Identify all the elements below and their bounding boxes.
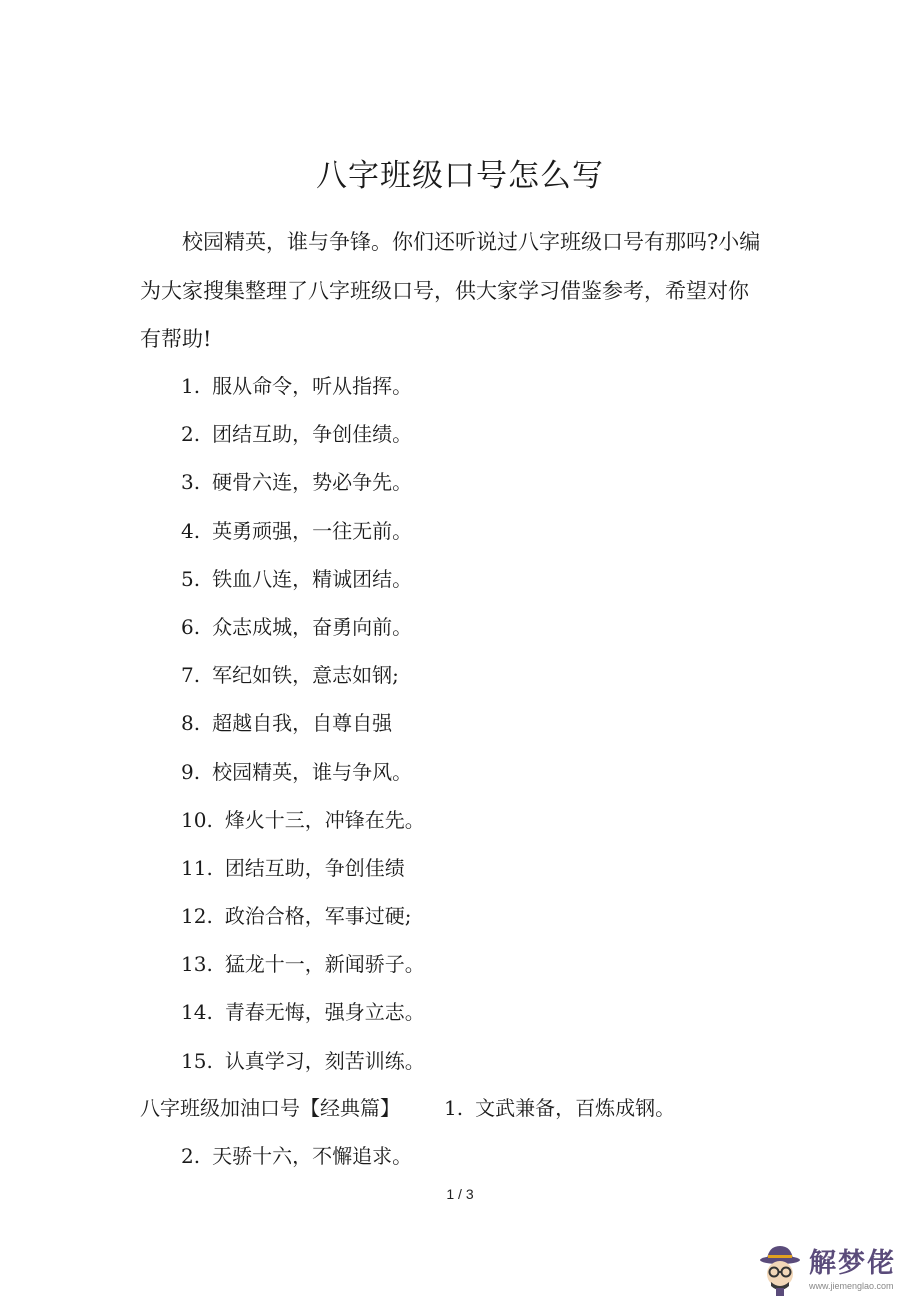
list-item (181, 940, 425, 988)
item-number: 1. (181, 374, 201, 398)
list-item (181, 1037, 425, 1085)
item-number: 9. (181, 759, 201, 784)
watermark-brand: 解梦佬 (809, 1248, 896, 1279)
item-number: 12. (181, 904, 213, 929)
watermark (757, 1244, 896, 1296)
section-heading: 八字班级加油口号【经典篇】 (140, 1096, 400, 1120)
list-item (181, 603, 425, 651)
item-number: 10. (181, 807, 213, 832)
watermark-text (809, 1248, 896, 1292)
intro-line: 校园精英，谁与争锋。你们还听说过八字班级口号有那吗?小编 (182, 230, 761, 254)
item-text: 服从命令，听从指挥。 (212, 374, 413, 398)
list-item (181, 555, 425, 603)
detective-mascot-icon (757, 1244, 803, 1296)
item-text: 铁血八连，精诚团结。 (212, 566, 413, 591)
item-text: 天骄十六，不懈追求。 (212, 1144, 413, 1168)
slogan-list (181, 362, 425, 1085)
item-number: 6. (181, 614, 201, 639)
item-number: 3. (181, 470, 201, 495)
item-text: 猛龙十一，新闻骄子。 (224, 952, 425, 977)
list-item (181, 892, 425, 940)
intro-line: 为大家搜集整理了八字班级口号，供大家学习借鉴参考，希望对你 (140, 278, 749, 303)
item-text: 认真学习，刻苦训练。 (224, 1048, 425, 1073)
list-item (181, 362, 425, 410)
item-text: 文武兼备，百炼成钢。 (475, 1096, 676, 1120)
item-text: 硬骨六连，势必争先。 (212, 470, 413, 495)
list-item (181, 988, 425, 1036)
section-first-item (444, 1096, 675, 1120)
item-number: 11. (181, 855, 213, 880)
item-number: 15. (181, 1048, 213, 1073)
list-item (181, 507, 425, 555)
item-number: 8. (181, 711, 201, 736)
item-number: 5. (181, 566, 201, 591)
item-number: 4. (181, 518, 201, 543)
intro-line: 有帮助! (140, 327, 212, 351)
item-text: 团结互助，争创佳绩 (224, 855, 405, 880)
section-second-item (181, 1132, 412, 1180)
list-item (181, 458, 425, 506)
page-number: 1 / 3 (446, 1186, 474, 1202)
item-text: 校园精英，谁与争风。 (212, 759, 413, 784)
item-text: 军纪如铁，意志如钢; (212, 663, 399, 688)
item-text: 青春无悔，强身立志。 (224, 1000, 425, 1025)
item-number: 2. (181, 1144, 201, 1168)
watermark-url: www.jiemenglao.com (809, 1281, 894, 1291)
item-text: 超越自我，自尊自强 (212, 711, 393, 736)
item-number: 13. (181, 952, 213, 977)
list-item (181, 844, 425, 892)
item-number: 1. (444, 1096, 464, 1120)
item-text: 烽火十三，冲锋在先。 (224, 807, 425, 832)
item-text: 英勇顽强，一往无前。 (212, 518, 413, 543)
list-item (181, 748, 425, 796)
item-number: 14. (181, 1000, 213, 1025)
section-heading-line (140, 1084, 675, 1132)
intro-paragraph (140, 218, 785, 364)
document-title: 八字班级口号怎么写 (316, 158, 604, 194)
item-text: 政治合格，军事过硬; (224, 904, 412, 929)
list-item (181, 651, 425, 699)
item-text: 众志成城，奋勇向前。 (212, 614, 413, 639)
list-item (181, 699, 425, 747)
list-item (181, 796, 425, 844)
item-text: 团结互助，争创佳绩。 (212, 422, 413, 447)
list-item (181, 410, 425, 458)
item-number: 7. (181, 663, 201, 688)
item-number: 2. (181, 422, 201, 447)
